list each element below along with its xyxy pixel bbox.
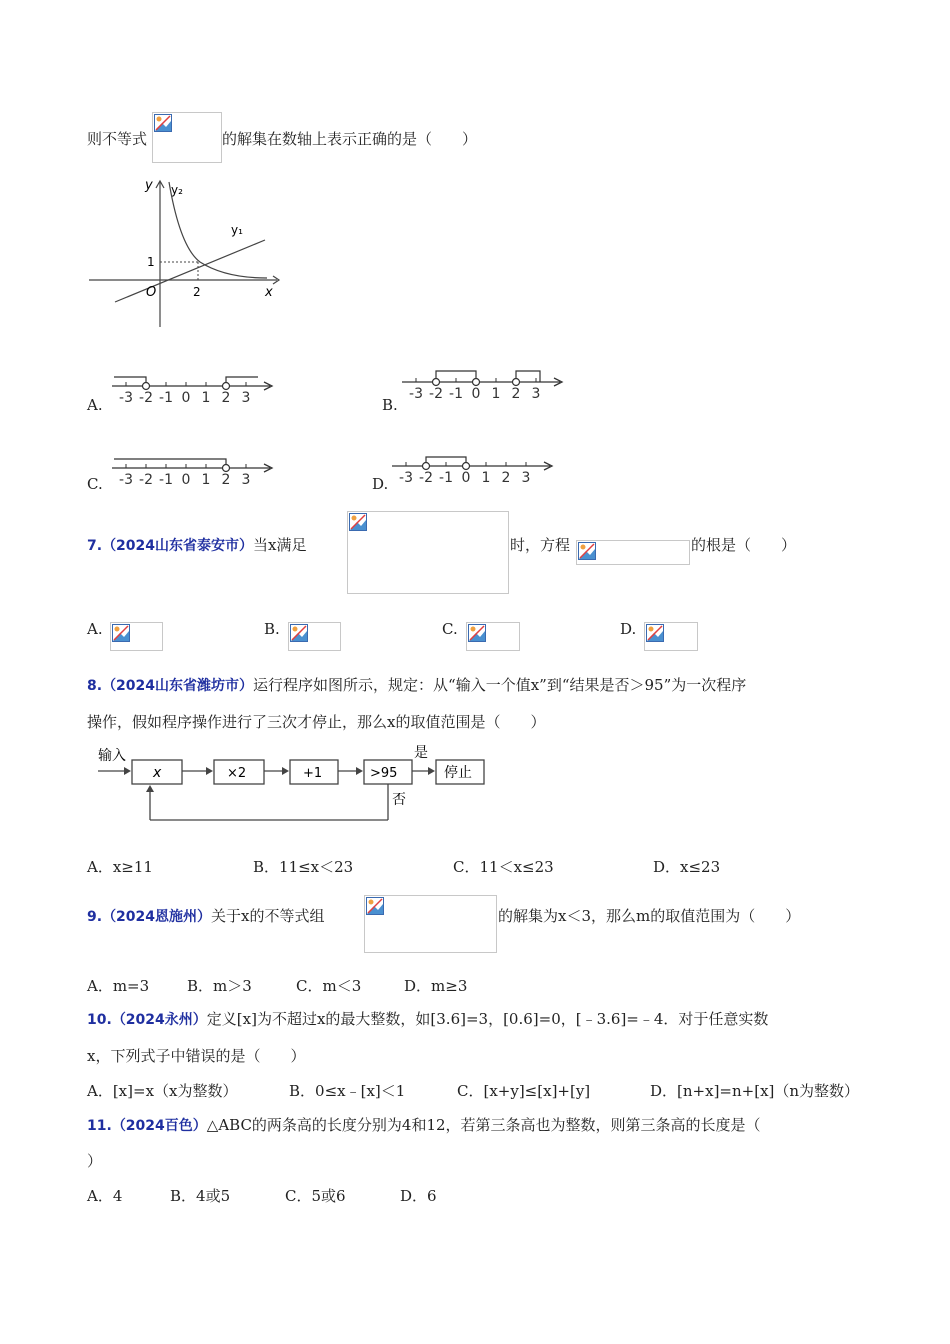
number-line-tick-label: -2 bbox=[429, 386, 443, 402]
q10-line2: x，下列式子中错误的是（ ） bbox=[87, 1047, 306, 1065]
broken-image-icon bbox=[466, 622, 520, 651]
open-point bbox=[463, 463, 470, 470]
q8-line2: 操作，假如程序操作进行了三次才停止，那么x的取值范围是（ ） bbox=[87, 713, 546, 731]
function-graph bbox=[85, 172, 285, 332]
broken-image-icon bbox=[364, 895, 497, 953]
broken-image-icon bbox=[110, 622, 163, 651]
number-line-tick-label: -1 bbox=[449, 386, 463, 402]
q6-option-a-letter: A. bbox=[87, 396, 103, 414]
broken-image-icon bbox=[576, 540, 690, 565]
q9-text1: 关于x的不等式组 bbox=[211, 907, 325, 925]
q10-option-a: A．[x]=x（x为整数） bbox=[87, 1082, 238, 1100]
number-line-tick-label: -1 bbox=[159, 390, 173, 406]
open-point bbox=[423, 463, 430, 470]
q7-source: （2024山东省泰安市） bbox=[102, 538, 254, 554]
q7-option-b: B. bbox=[264, 620, 280, 638]
number-line-b bbox=[402, 360, 572, 402]
q6-option-b-letter: B. bbox=[382, 396, 398, 414]
number-line-tick-label: 3 bbox=[531, 386, 541, 402]
q6-option-d-letter: D. bbox=[372, 475, 389, 493]
number-line-tick-label: 2 bbox=[221, 472, 231, 488]
number-line-tick-label: 1 bbox=[201, 390, 211, 406]
graph-origin-label: O bbox=[146, 285, 157, 300]
open-point bbox=[473, 379, 480, 386]
q10-number: 10. bbox=[87, 1012, 112, 1028]
q11-line1-text: △ABC的两条高的长度分别为4和12，若第三条高也为整数，则第三条高的长度是（ bbox=[206, 1116, 761, 1134]
q11-line2: ） bbox=[87, 1152, 103, 1170]
number-line-tick-label: -3 bbox=[409, 386, 423, 402]
q9-option-b: B．m＞3 bbox=[187, 977, 252, 995]
q10-line1 bbox=[87, 1009, 768, 1030]
q7-option-d: D. bbox=[620, 620, 637, 638]
q8-line1-text: 运行程序如图所示，规定：从“输入一个值x”到“结果是否＞95”为一次程序 bbox=[253, 676, 747, 694]
open-point bbox=[143, 383, 150, 390]
open-point bbox=[223, 383, 230, 390]
q7-option-c: C. bbox=[442, 620, 458, 638]
q8-option-a: A．x≥11 bbox=[87, 858, 153, 876]
broken-image-icon bbox=[288, 622, 341, 651]
number-line-tick-label: 1 bbox=[491, 386, 501, 402]
flow-times2-box: ×2 bbox=[227, 766, 247, 781]
q7-header bbox=[87, 535, 307, 556]
broken-image-icon bbox=[644, 622, 698, 651]
q7-number: 7. bbox=[87, 538, 103, 554]
q9-header bbox=[87, 906, 325, 927]
q10-option-b: B．0≤x﹣[x]＜1 bbox=[289, 1082, 406, 1100]
q8-number: 8. bbox=[87, 678, 103, 694]
open-point bbox=[433, 379, 440, 386]
q10-source: （2024永州） bbox=[111, 1012, 207, 1028]
q11-option-c: C．5或6 bbox=[285, 1187, 346, 1205]
number-line-tick-label: -3 bbox=[399, 470, 413, 486]
broken-image-icon bbox=[347, 511, 509, 594]
graph-y1-label: y₁ bbox=[231, 223, 243, 237]
q7-option-a: A. bbox=[87, 620, 103, 638]
number-line-region bbox=[114, 459, 226, 468]
number-line-a bbox=[112, 364, 282, 406]
flow-plus1-box: +1 bbox=[303, 766, 323, 781]
graph-y-label: y bbox=[145, 178, 153, 193]
q11-option-b: B．4或5 bbox=[170, 1187, 231, 1205]
q8-option-c: C．11＜x≤23 bbox=[453, 858, 554, 876]
q8-line1 bbox=[87, 675, 746, 696]
number-line-tick-label: 0 bbox=[471, 386, 481, 402]
number-line-tick-label: 3 bbox=[241, 472, 251, 488]
number-line-tick-label: 2 bbox=[221, 390, 231, 406]
number-line-tick-label: -2 bbox=[419, 470, 433, 486]
q8-option-d: D．x≤23 bbox=[653, 858, 721, 876]
graph-two-label: 2 bbox=[193, 285, 201, 299]
q11-number: 11. bbox=[87, 1118, 112, 1134]
q9-number: 9. bbox=[87, 909, 103, 925]
q6-prefix: 则不等式 bbox=[87, 130, 148, 148]
number-line-tick-label: 0 bbox=[181, 472, 191, 488]
broken-image-icon bbox=[152, 112, 222, 163]
number-line-tick-label: 2 bbox=[511, 386, 521, 402]
flow-no-label: 否 bbox=[392, 792, 406, 808]
flow-input-label: 输入 bbox=[98, 748, 126, 764]
q9-source: （2024恩施州） bbox=[102, 909, 212, 925]
q11-option-a: A．4 bbox=[87, 1187, 123, 1205]
q10-option-d: D．[n+x]=n+[x]（n为整数） bbox=[650, 1082, 860, 1100]
program-flowchart bbox=[92, 740, 492, 825]
q9-option-a: A．m=3 bbox=[87, 977, 150, 995]
q11-line1 bbox=[87, 1115, 761, 1136]
q6-option-c-letter: C. bbox=[87, 475, 103, 493]
flow-gt95-box: >95 bbox=[370, 766, 398, 781]
graph-x-label: x bbox=[265, 285, 273, 300]
number-line-region bbox=[114, 377, 146, 386]
open-point bbox=[223, 465, 230, 472]
q7-text2: 时，方程 bbox=[510, 536, 571, 554]
number-line-tick-label: -3 bbox=[119, 472, 133, 488]
number-line-tick-label: 3 bbox=[521, 470, 531, 486]
graph-one-label: 1 bbox=[147, 255, 155, 269]
number-line-region bbox=[226, 377, 258, 386]
q8-source: （2024山东省潍坊市） bbox=[102, 678, 254, 694]
q11-option-d: D．6 bbox=[400, 1187, 437, 1205]
number-line-tick-label: -1 bbox=[159, 472, 173, 488]
q7-text1: 当x满足 bbox=[253, 536, 307, 554]
flow-yes-label: 是 bbox=[414, 745, 428, 761]
number-line-tick-label: 1 bbox=[201, 472, 211, 488]
q9-text2: 的解集为x＜3，那么m的取值范围为（ ） bbox=[498, 907, 801, 925]
flow-stop-box: 停止 bbox=[444, 765, 472, 781]
number-line-tick-label: -2 bbox=[139, 472, 153, 488]
number-line-tick-label: -1 bbox=[439, 470, 453, 486]
number-line-tick-label: 1 bbox=[481, 470, 491, 486]
q10-line1-text: 定义[x]为不超过x的最大整数，如[3.6]=3，[0.6]=0，[﹣3.6]=﹣4．对于任意实数 bbox=[206, 1010, 769, 1028]
graph-y2-label: y₂ bbox=[171, 183, 183, 197]
number-line-tick-label: 3 bbox=[241, 390, 251, 406]
number-line-tick-label: 2 bbox=[501, 470, 511, 486]
number-line-c bbox=[112, 446, 282, 488]
q9-option-c: C．m＜3 bbox=[296, 977, 362, 995]
number-line-tick-label: -3 bbox=[119, 390, 133, 406]
q11-source: （2024百色） bbox=[111, 1118, 207, 1134]
number-line-tick-label: 0 bbox=[461, 470, 471, 486]
number-line-d bbox=[392, 444, 562, 486]
q8-option-b: B．11≤x＜23 bbox=[253, 858, 354, 876]
q10-option-c: C．[x+y]≤[x]+[y] bbox=[457, 1082, 591, 1100]
q9-option-d: D．m≥3 bbox=[404, 977, 468, 995]
open-point bbox=[513, 379, 520, 386]
q6-suffix: 的解集在数轴上表示正确的是（ ） bbox=[222, 130, 478, 148]
number-line-tick-label: -2 bbox=[139, 390, 153, 406]
number-line-tick-label: 0 bbox=[181, 390, 191, 406]
flow-x-box: x bbox=[153, 765, 162, 781]
q7-text3: 的根是（ ） bbox=[691, 536, 797, 554]
